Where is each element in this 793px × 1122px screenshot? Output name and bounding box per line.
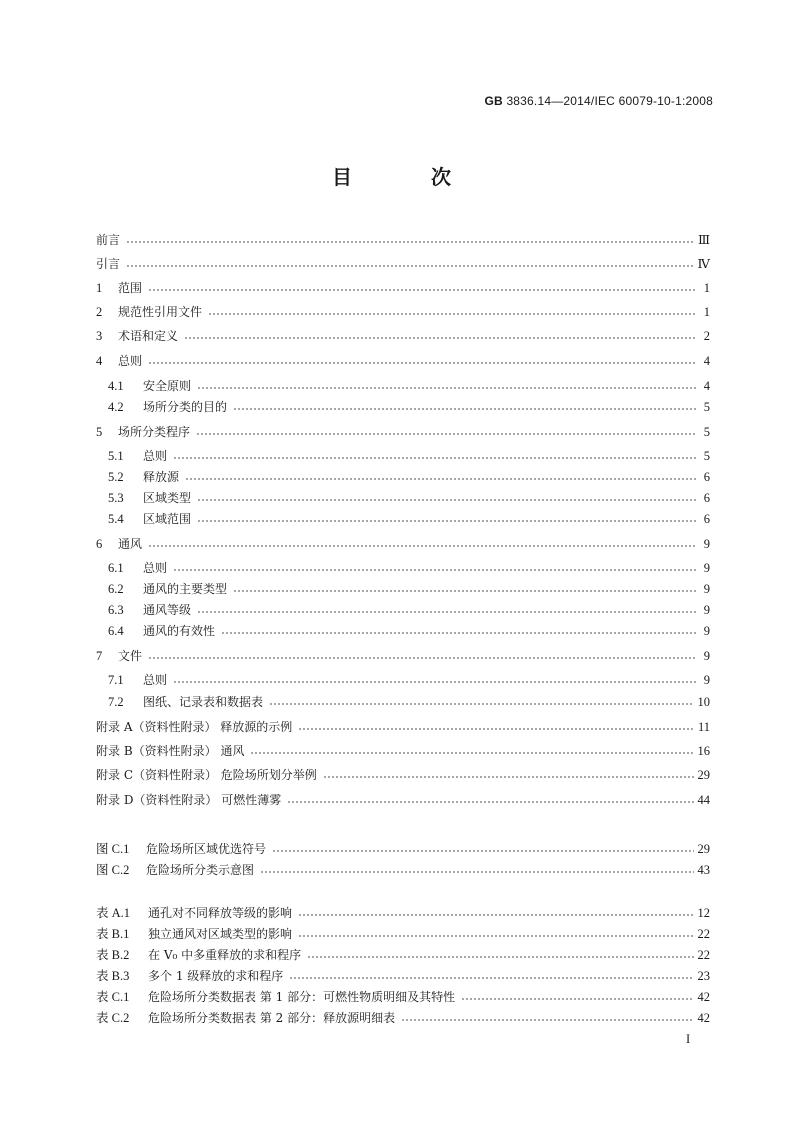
entry-title: 文件 [118,649,143,663]
dot-leader [184,332,696,344]
toc-entry[interactable] [96,765,710,785]
entry-page-number: Ⅳ [697,257,710,271]
entry-title: 图纸、记录表和数据表 [143,695,264,709]
table-list-entry[interactable] [96,924,710,944]
entry-title: 安全原则 [143,379,192,393]
dot-leader [298,909,693,921]
entry-title: 区域类型 [143,491,192,505]
toc-entry[interactable] [108,600,710,620]
dot-leader [197,606,696,618]
entry-number: 表 B.3 [96,969,130,983]
dot-leader [197,382,696,394]
entry-number: 2 [96,305,103,319]
dot-leader [272,845,693,857]
entry-page-number: 4 [703,379,710,393]
entry-title: 术语和定义 [118,329,179,343]
toc-entry[interactable] [108,467,710,487]
toc-entry[interactable] [96,302,710,322]
dot-leader [250,747,693,759]
entry-number: 6.2 [108,582,124,596]
entry-page-number: 29 [697,842,710,856]
entry-number: 3 [96,329,103,343]
dot-leader [233,403,696,415]
dot-leader [185,473,696,485]
entry-title: 引言 [96,257,121,271]
dot-leader [269,698,693,710]
entry-title: 通风的主要类型 [143,582,228,596]
entry-page-number: 29 [697,768,710,782]
entry-page-number: 2 [703,329,710,343]
entry-page-number: 9 [703,603,710,617]
dot-leader [307,951,693,963]
dot-leader [461,993,693,1005]
entry-number: 4.1 [108,379,124,393]
dot-leader [289,972,693,984]
dot-leader [173,676,696,688]
entry-page-number: 12 [697,906,710,920]
entry-title: 通孔对不同释放等级的影响 [148,906,293,920]
entry-page-number: 9 [703,537,710,551]
entry-title: 附录 D（资料性附录） 可燃性薄雾 [96,793,282,807]
entry-page-number: 42 [697,990,710,1004]
dot-leader [323,771,694,783]
entry-title: 独立通风对区域类型的影响 [148,927,293,941]
toc-entry[interactable] [96,717,710,737]
entry-title: 附录 B（资料性附录） 通风 [96,744,245,758]
entry-title: 前言 [96,233,121,247]
entry-page-number: 5 [703,449,710,463]
entry-title: 危险场所区域优选符号 [146,842,267,856]
entry-title: 总则 [143,561,168,575]
entry-title: 通风等级 [143,603,192,617]
entry-number: 7 [96,649,103,663]
table-list-entry[interactable] [96,945,710,965]
entry-title: 规范性引用文件 [118,305,203,319]
entry-title: 场所分类的目的 [143,400,228,414]
entry-title: 危险场所分类数据表 第 2 部分：释放源明细表 [148,1011,396,1025]
entry-title: 释放源 [143,470,180,484]
toc-entry[interactable] [96,646,710,666]
entry-number: 5.3 [108,491,124,505]
entry-number: 7.1 [108,673,124,687]
entry-page-number: 11 [697,720,710,734]
entry-number: 4.2 [108,400,124,414]
dot-leader [148,357,696,369]
entry-title: 附录 A（资料性附录） 释放源的示例 [96,720,293,734]
entry-page-number: 1 [703,305,710,319]
entry-page-number: 10 [697,695,710,709]
entry-page-number: 9 [703,673,710,687]
entry-number: 4 [96,354,103,368]
dot-leader [260,866,693,878]
entry-page-number: 44 [697,793,710,807]
table-list-entry[interactable] [96,987,710,1007]
entry-title: 场所分类程序 [118,425,191,439]
entry-number: 6.4 [108,624,124,638]
entry-number: 表 B.1 [96,927,130,941]
dot-leader [148,540,696,552]
table-list-entry[interactable] [96,1008,710,1028]
entry-page-number: 9 [703,561,710,575]
toc-entry[interactable] [96,422,710,442]
entry-page-number: 23 [697,969,710,983]
dot-leader [298,930,693,942]
toc-entry[interactable] [108,670,710,690]
entry-page-number: 6 [703,470,710,484]
toc-entry[interactable] [108,488,710,508]
entry-number: 5.1 [108,449,124,463]
entry-number: 表 C.1 [96,990,130,1004]
dot-leader [298,723,694,735]
entry-number: 5.4 [108,512,124,526]
toc-entry[interactable] [96,741,710,761]
dot-leader [221,627,696,639]
toc-entry[interactable] [108,509,710,529]
entry-page-number: 9 [703,624,710,638]
entry-page-number: 16 [697,744,710,758]
entry-page-number: 9 [703,582,710,596]
standard-prefix: GB [484,94,503,108]
entry-number: 6.3 [108,603,124,617]
toc-entry[interactable] [108,397,710,417]
entry-page-number: 6 [703,512,710,526]
entry-number: 表 C.2 [96,1011,130,1025]
entry-number: 5 [96,425,103,439]
entry-page-number: 22 [697,927,710,941]
entry-title: 危险场所分类示意图 [146,863,255,877]
toc-entry[interactable] [96,534,710,554]
entry-title: 附录 C（资料性附录） 危险场所划分举例 [96,768,317,782]
toc-entry[interactable] [96,230,710,250]
dot-leader [208,308,696,320]
dot-leader [173,452,696,464]
dot-leader [148,284,696,296]
toc-entry[interactable] [96,790,710,810]
dot-leader [126,260,693,272]
entry-number: 1 [96,281,103,295]
entry-page-number: Ⅲ [697,233,710,247]
dot-leader [173,564,696,576]
dot-leader [148,652,696,664]
figure-list-entry[interactable] [96,839,710,859]
toc-entry[interactable] [96,326,710,346]
entry-page-number: 42 [697,1011,710,1025]
entry-number: 6 [96,537,103,551]
toc-entry[interactable] [108,376,710,396]
entry-title: 总则 [143,673,168,687]
entry-title: 通风 [118,537,143,551]
toc-entry[interactable] [108,621,710,641]
entry-number: 6.1 [108,561,124,575]
page-title: 目 次 [332,165,487,189]
entry-title: 危险场所分类数据表 第 1 部分：可燃性物质明细及其特性 [148,990,456,1004]
entry-page-number: 43 [697,863,710,877]
entry-number: 7.2 [108,695,124,709]
entry-title: 总则 [143,449,168,463]
entry-page-number: 1 [703,281,710,295]
dot-leader [287,796,693,808]
table-list-entry[interactable] [96,903,710,923]
entry-page-number: 22 [697,948,710,962]
entry-title: 在 V₀ 中多重释放的求和程序 [148,948,302,962]
entry-page-number: 4 [703,354,710,368]
dot-leader [126,236,694,248]
dot-leader [233,585,696,597]
toc-entry[interactable] [96,278,710,298]
page-number: I [686,1032,691,1046]
entry-page-number: 5 [703,400,710,414]
entry-page-number: 9 [703,649,710,663]
figure-list-entry[interactable] [96,860,710,880]
dot-leader [196,428,696,440]
entry-title: 通风的有效性 [143,624,216,638]
entry-number: 图 C.2 [96,863,130,877]
standard-code-header [484,94,713,108]
entry-number: 表 A.1 [96,906,131,920]
entry-page-number: 6 [703,491,710,505]
toc-entry[interactable] [96,254,710,274]
table-list-entry[interactable] [96,966,710,986]
entry-title: 区域范围 [143,512,192,526]
entry-page-number: 5 [703,425,710,439]
entry-title: 总则 [118,354,143,368]
entry-title: 多个 1 级释放的求和程序 [148,969,284,983]
toc-entry[interactable] [108,692,710,712]
standard-number: 3836.14—2014/IEC 60079-10-1:2008 [506,94,713,108]
toc-entry[interactable] [108,446,710,466]
dot-leader [197,494,696,506]
dot-leader [401,1014,693,1026]
entry-number: 5.2 [108,470,124,484]
entry-number: 图 C.1 [96,842,130,856]
toc-entry[interactable] [108,558,710,578]
toc-entry[interactable] [108,579,710,599]
entry-title: 范围 [118,281,143,295]
entry-number: 表 B.2 [96,948,130,962]
toc-entry[interactable] [96,351,710,371]
dot-leader [197,515,696,527]
